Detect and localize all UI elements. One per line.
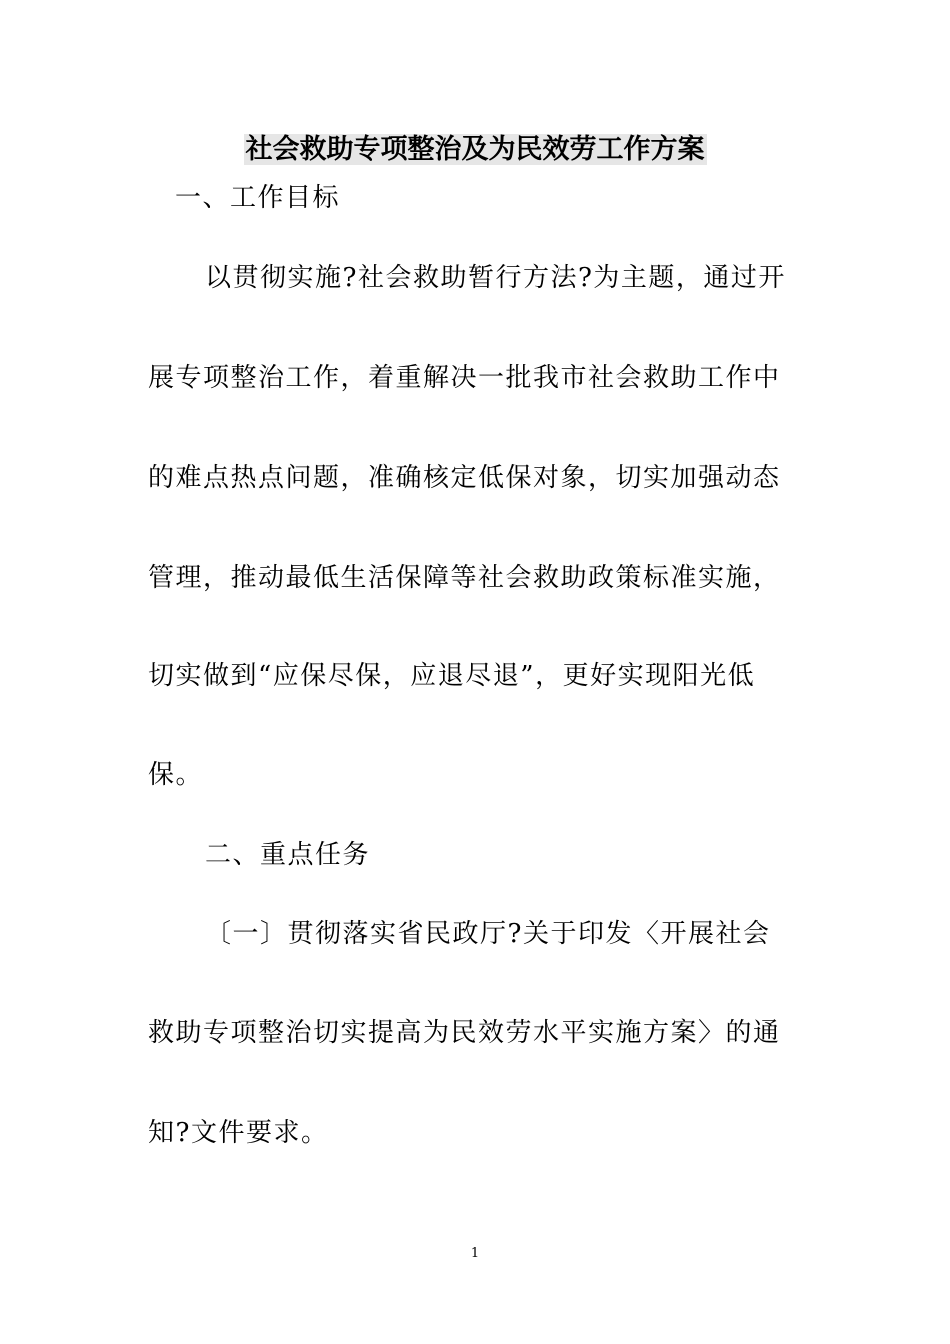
paragraph-line: 〔一〕贯彻落实省民政厅?关于印发〈开展社会 [205,919,771,949]
section-heading-tasks: 二、重点任务 [205,840,371,870]
paragraph-line: 展专项整治工作，着重解决一批我市社会救助工作中 [148,363,781,393]
paragraph-line: 知?文件要求。 [148,1118,329,1148]
paragraph-line: 管理，推动最低生活保障等社会救助政策标准实施， [148,563,781,593]
paragraph-line: 以贯彻实施?社会救助暂行方法?为主题，通过开 [205,263,786,293]
document-title [0,130,950,170]
paragraph-line: 的难点热点问题，准确核定低保对象，切实加强动态 [148,463,781,493]
paragraph-line: 保。 [148,760,204,790]
document-title-text: 社会救助专项整治及为民效劳工作方案 [245,134,705,165]
section-heading-goals: 一、工作目标 [175,183,341,213]
paragraph-line: 救助专项整治切实提高为民效劳水平实施方案〉的通 [148,1018,781,1048]
paragraph-line: 切实做到“应保尽保，应退尽退”，更好实现阳光低 [148,661,756,691]
page-number: 1 [470,1246,480,1261]
